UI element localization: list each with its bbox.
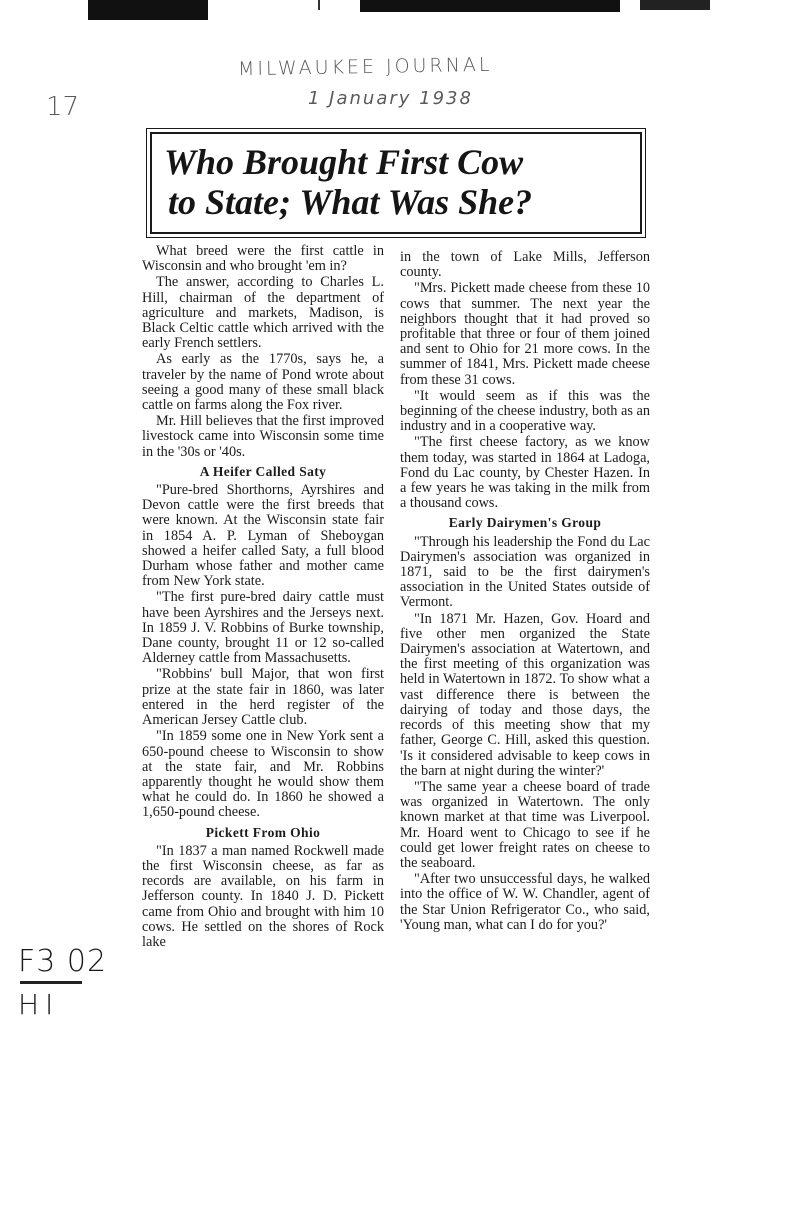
paragraph: What breed were the first cattle in Wisconsin and who brought 'em in? <box>142 243 384 275</box>
paragraph: "Through his leadership the Fond du Lac Dairymen's association was organized in 1871, said to be the first dairymen's association in the United States outside of Vermont. <box>400 533 650 611</box>
paragraph: "In 1871 Mr. Hazen, Gov. Hoard and five other men organized the State Dairymen's association at Watertown, and the first meeting of this organization was held in Watertown in 1872. To show what a vast difference there is between the dairying of today and those days, the records of this meeting show that my father, George C. Hill, asked this question. 'Is it considered advisable to keep cows in the barn at night during the winter?' <box>400 610 650 779</box>
paragraph: "In 1837 a man named Rockwell made the first Wisconsin cheese, as far as records are available, on his farm in Jefferson county. In 1840 J. D. Pickett came from Ohio and brought with him 10 cows. He settled on the shores of Rock lake <box>142 842 384 950</box>
file-code-line-2: HI <box>18 988 60 1021</box>
paragraph: "Mrs. Pickett made cheese from these 10 cows that summer. The next year the neighbors thought that it had proved so profitable that three or four of them joined and sent to Ohio for 21 more cows. In the summer of 1841, Mrs. Pickett made cheese from these 31 cows. <box>400 280 650 388</box>
article-column-left <box>142 244 384 951</box>
scan-top-edge <box>0 0 800 18</box>
subheading: A Heifer Called Saty <box>199 463 327 479</box>
paragraph: "Pure-bred Shorthorns, Ayrshires and Devon cattle were the first breeds that were known. At the Wisconsin state fair in 1854 A. P. Lyman of Sheboygan showed a heifer called Saty, a full blood Durham whose father and mother came from New York state. <box>142 482 384 590</box>
handwritten-date: 1 January 1938 <box>308 88 473 109</box>
paragraph: "Robbins' bull Major, that won first prize at the state fair in 1860, was later entered in the herd register of the American Jersey Cattle club. <box>142 666 384 729</box>
paragraph: "In 1859 some one in New York sent a 650-pound cheese to Wisconsin to show at the state fair, and Mr. Robbins apparently thought he would show them what he could do. In 1860 he showed a 1,650-pound cheese. <box>142 728 384 821</box>
subheading: Pickett From Ohio <box>205 824 321 840</box>
handwritten-file-code <box>18 944 107 1021</box>
file-code-line-1: F3 02 <box>18 944 108 979</box>
headline-line-2: to State; What Was She? <box>168 182 533 222</box>
paragraph-continued: in the town of Lake Mills, Jefferson county. <box>400 249 650 281</box>
paragraph: "After two unsuccessful days, he walked into the office of W. W. Chandler, agent of the Star Union Refrigerator Co., who said, 'Young man, what can I do for you?' <box>400 871 650 933</box>
paragraph: "It would seem as if this was the beginning of the cheese industry, both as an industry and in a cooperative way. <box>400 387 650 435</box>
headline-line-1: Who Brought First Cow <box>164 142 524 182</box>
headline-box <box>150 132 642 234</box>
handwritten-page-number: 17 <box>46 92 80 122</box>
subheading: Early Dairymen's Group <box>448 515 602 531</box>
handwritten-source: MILWAUKEE JOURNAL <box>237 53 493 81</box>
paragraph: "The first cheese factory, as we know them today, was started in 1864 at Ladoga, Fond du Lac county, by Chester Hazen. In a few years he was taking in the milk from a thousand cows. <box>400 434 650 512</box>
article-column-right <box>400 250 650 934</box>
paragraph: As early as the 1770s, says he, a traveler by the name of Pond wrote about seeing a good many of these small black cattle on farms along the Fox river. <box>142 351 384 414</box>
paragraph: Mr. Hill believes that the first improved livestock came into Wisconsin some time in the '30s or '40s. <box>142 413 384 460</box>
paragraph: The answer, according to Charles L. Hill, chairman of the department of agriculture and markets, Madison, is Black Celtic cattle which arrived with the early French settlers. <box>142 274 384 352</box>
headline <box>152 134 640 222</box>
paragraph: "The same year a cheese board of trade was organized in Watertown. The only known market at that time was Liverpool. Mr. Hoard went to Chicago to see if he could get lower freight rates on cheese to the seaboard. <box>400 778 650 871</box>
paragraph: "The first pure-bred dairy cattle must have been Ayrshires and the Jerseys next. In 1859 J. V. Robbins of Burke township, Dane county, brought 11 or 12 so-called Alderney cattle from Massachusetts. <box>142 589 384 667</box>
